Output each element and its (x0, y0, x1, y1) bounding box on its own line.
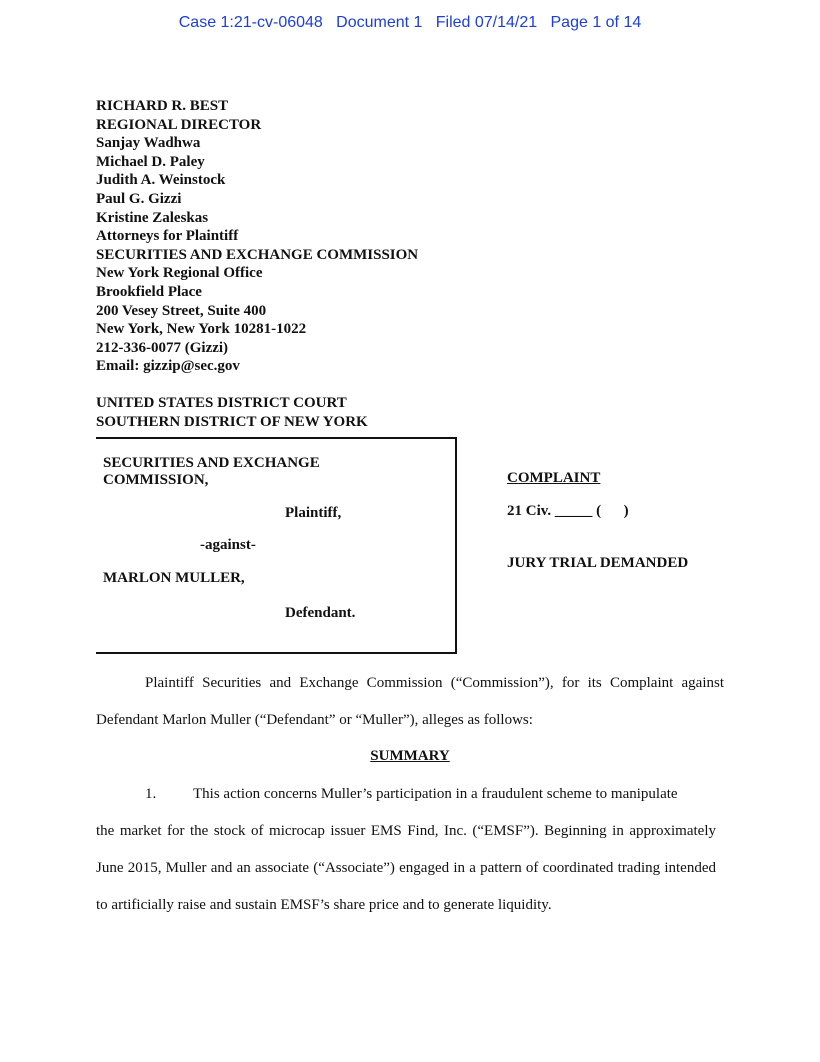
counsel-line: Judith A. Weinstock (96, 172, 226, 189)
counsel-line: 200 Vesey Street, Suite 400 (96, 302, 267, 319)
counsel-line: Attorneys for Plaintiff (96, 228, 239, 245)
jury-demand: JURY TRIAL DEMANDED (507, 555, 689, 571)
counsel-email: Email: gizzip@sec.gov (96, 358, 240, 375)
paragraph-1 (96, 776, 716, 924)
court-line-2: SOUTHERN DISTRICT OF NEW YORK (96, 413, 368, 430)
defendant-name: MARLON MULLER, (103, 570, 245, 586)
counsel-line: Kristine Zaleskas (96, 209, 209, 226)
counsel-line: New York Regional Office (96, 265, 263, 282)
defendant-role: Defendant. (285, 605, 356, 621)
against-label: -against- (200, 537, 256, 553)
counsel-block (96, 97, 418, 376)
counsel-line: SECURITIES AND EXCHANGE COMMISSION (96, 246, 419, 263)
intro-paragraph (96, 665, 724, 739)
civil-number: 21 Civ. _____ ( ) (507, 503, 629, 519)
counsel-line: Brookfield Place (96, 283, 202, 300)
counsel-line: Paul G. Gizzi (96, 190, 182, 207)
document-title: COMPLAINT (507, 470, 601, 486)
counsel-line: REGIONAL DIRECTOR (96, 116, 262, 133)
plaintiff-name-line-2: COMMISSION, (103, 472, 209, 488)
case-caption-box (96, 437, 457, 654)
plaintiff-name-line-1: SECURITIES AND EXCHANGE (103, 455, 320, 471)
case-header: Case 1:21-cv-06048 Document 1 Filed 07/14/21 Page 1 of 14 (178, 14, 642, 31)
paragraph-1-lead: This action concerns Muller’s participation in a fraudulent scheme to manipulate (193, 786, 678, 802)
summary-heading: SUMMARY (370, 748, 450, 764)
court-name (96, 394, 368, 431)
counsel-line: Michael D. Paley (96, 153, 205, 170)
paragraph-1-body: the market for the stock of microcap issuer EMS Find, Inc. (“EMSF”). Beginning in approximately June 2015, Muller and an associate (“Associate”) engaged in a pattern of coordinated trading intended to artificially raise and sustain EMSF’s share price and to generate liquidity. (96, 823, 716, 913)
counsel-line: 212-336-0077 (Gizzi) (96, 339, 229, 356)
court-line-1: UNITED STATES DISTRICT COURT (96, 395, 347, 411)
intro-text: Plaintiff Securities and Exchange Commission (“Commission”), for its Complaint against Defendant Marlon Muller (“Defendant” or “Muller”), alleges as follows: (96, 675, 724, 728)
paragraph-1-first-line (96, 776, 716, 813)
counsel-line: Sanjay Wadhwa (96, 135, 201, 152)
counsel-line: RICHARD R. BEST (96, 98, 229, 114)
paragraph-number: 1. (145, 786, 157, 802)
plaintiff-role: Plaintiff, (285, 505, 342, 521)
counsel-line: New York, New York 10281-1022 (96, 321, 307, 338)
